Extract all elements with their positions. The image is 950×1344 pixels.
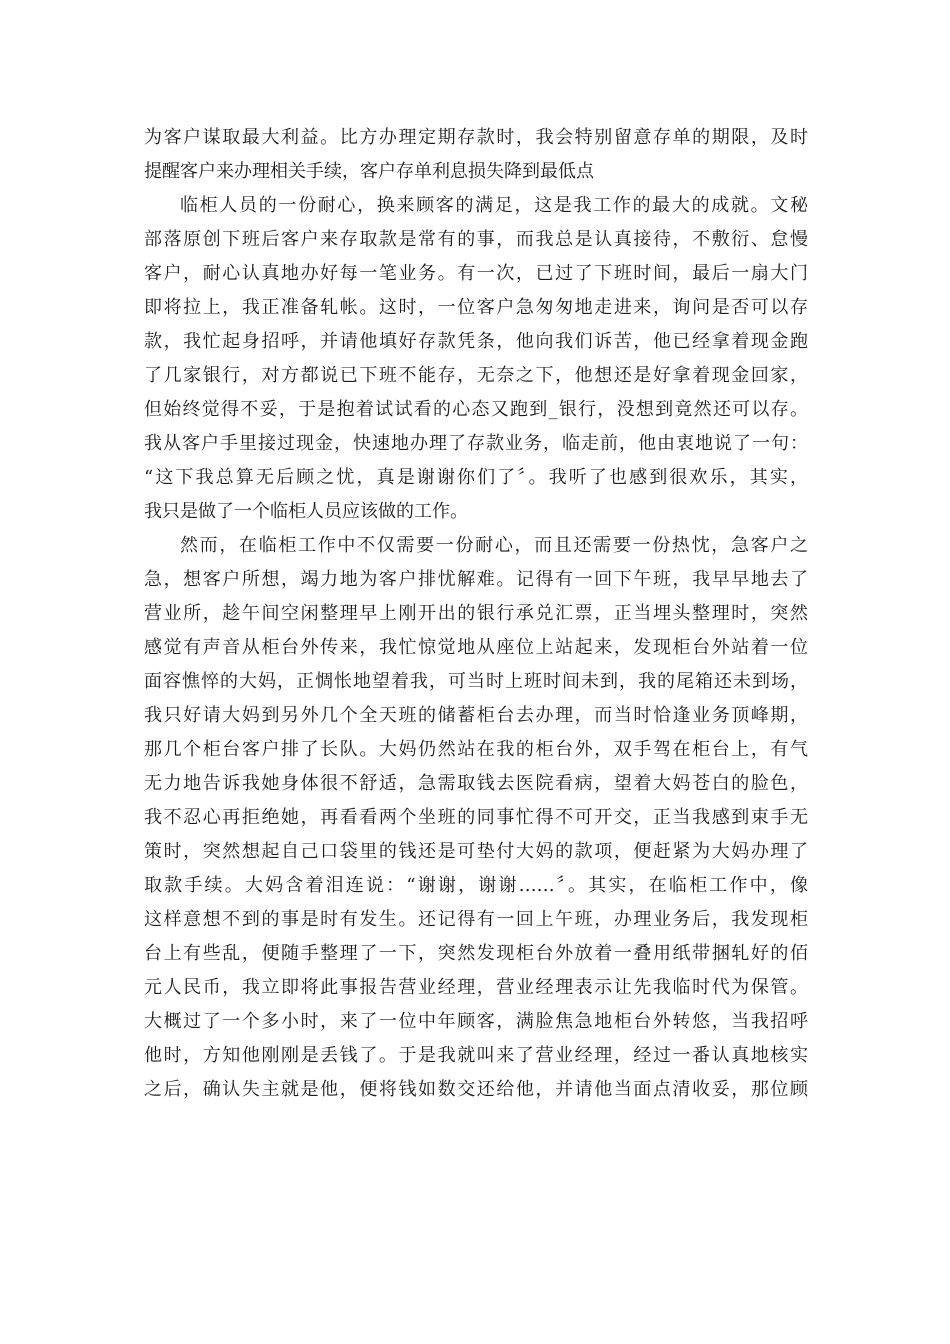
text-line: 无力地告诉我她身体很不舒适，急需取钱去医院看病，望着大妈苍白的脸色， [144, 773, 808, 794]
text-line: 我不忍心再拒绝她，再看看两个坐班的同事忙得不可开交，正当我感到束手无 [144, 807, 808, 828]
text-line: 感觉有声音从柜台外传来，我忙惊觉地从座位上站起来，发现柜台外站着一位 [144, 637, 808, 658]
text-line: 元人民币，我立即将此事报告营业经理，营业经理表示让先我临时代为保管。 [144, 977, 808, 998]
text-line: 急，想客户所想，竭力地为客户排忧解难。记得有一回下午班，我早早地去了 [144, 569, 808, 590]
text-line: 即将拉上，我正准备轧帐。这时，一位客户急匆匆地走进来，询问是否可以存 [144, 297, 808, 318]
text-line: 他时，方知他刚刚是丢钱了。于是我就叫来了营业经理，经过一番认真地核实 [144, 1045, 808, 1066]
text-line: 提醒客户来办理相关手续，客户存单利息损失降到最低点 [144, 161, 594, 182]
text-line: 我只是做了一个临柜人员应该做的工作。 [144, 501, 468, 522]
document-body [144, 121, 808, 1107]
text-line: 然而，在临柜工作中不仅需要一份耐心，而且还需要一份热忱，急客户之 [180, 535, 808, 556]
text-line: 营业所，趁午间空闲整理早上刚开出的银行承兑汇票，正当埋头整理时，突然 [144, 603, 808, 624]
text-line: 客户，耐心认真地办好每一笔业务。有一次，已过了下班时间，最后一扇大门 [144, 263, 808, 284]
text-line: 取款手续。大妈含着泪连说：“谢谢，谢谢……〞。其实，在临柜工作中，像 [144, 875, 808, 896]
text-line: “这下我总算无后顾之忧，真是谢谢你们了〞。我听了也感到很欢乐，其实， [144, 467, 808, 488]
text-line: 我从客户手里接过现金，快速地办理了存款业务，临走前，他由衷地说了一句： [144, 433, 808, 454]
text-line: 款，我忙起身招呼，并请他填好存款凭条，他向我们诉苦，他已经拿着现金跑 [144, 331, 808, 352]
text-line: 策时，突然想起自己口袋里的钱还是可垫付大妈的款项，便赶紧为大妈办理了 [144, 841, 808, 862]
text-line: 台上有些乱，便随手整理了一下，突然发现柜台外放着一叠用纸带捆轧好的佰 [144, 943, 808, 964]
text-line: 临柜人员的一份耐心，换来顾客的满足，这是我工作的最大的成就。文秘 [180, 195, 808, 216]
text-line: 面容憔悴的大妈，正惆怅地望着我，可当时上班时间未到，我的尾箱还未到场， [144, 671, 808, 692]
text-line: 但始终觉得不妥，于是抱着试试看的心态又跑到_银行，没想到竟然还可以存。 [144, 399, 808, 420]
text-line: 我只好请大妈到另外几个全天班的储蓄柜台去办理，而当时恰逢业务顶峰期， [144, 705, 808, 726]
text-line: 大概过了一个多小时，来了一位中年顾客，满脸焦急地柜台外转悠，当我招呼 [144, 1011, 808, 1032]
text-line: 部落原创下班后客户来存取款是常有的事，而我总是认真接待，不敷衍、怠慢 [144, 229, 808, 250]
text-line: 之后，确认失主就是他，便将钱如数交还给他，并请他当面点清收妥，那位顾 [144, 1079, 808, 1100]
text-line: 这样意想不到的事是时有发生。还记得有一回上午班，办理业务后，我发现柜 [144, 909, 808, 930]
text-line: 了几家银行，对方都说已下班不能存，无奈之下，他想还是好拿着现金回家， [144, 365, 808, 386]
text-line: 为客户谋取最大利益。比方办理定期存款时，我会特别留意存单的期限，及时 [144, 127, 808, 148]
text-line: 那几个柜台客户排了长队。大妈仍然站在我的柜台外，双手驾在柜台上，有气 [144, 739, 808, 760]
